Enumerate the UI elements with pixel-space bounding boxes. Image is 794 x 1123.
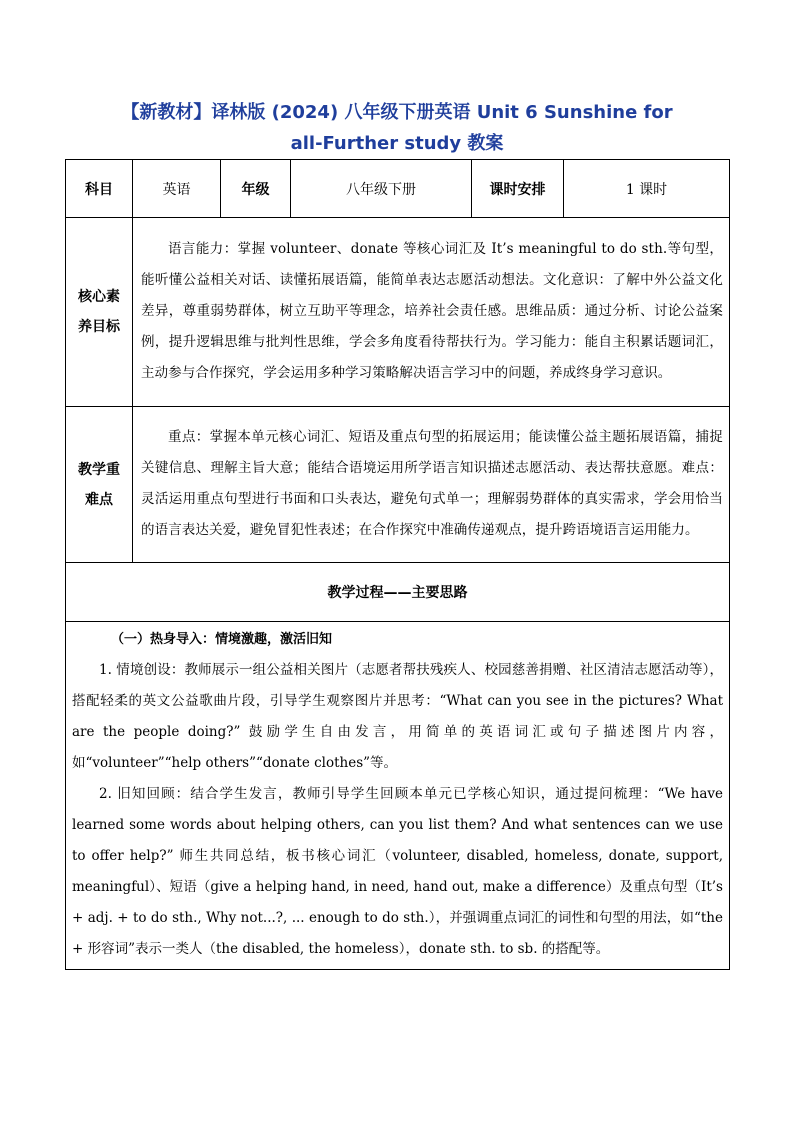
literacy-text: 语言能力：掌握 volunteer、donate 等核心词汇及 It’s meaningful to do sth.等句型，能听懂公益相关对话、读懂拓展语篇，能简单表达志愿活动想法。文化意识：了解中外公益文化差异，尊重弱势群体，树立互助平等理念，培养社会责任感。思维品质：通过分析、讨论公益案例，提升逻辑思维与批判性思维，学会多角度看待帮扶行为。学习能力：能自主积累话题词汇，主动参与合作探究，学会运用多种学习策略解决语言学习中的问题，养成终身学习意识。: [141, 240, 723, 381]
subject-value: 英语: [133, 160, 221, 218]
keypoints-label: [66, 407, 133, 563]
process-section-title: 教学过程——主要思路: [66, 563, 730, 622]
lesson-plan-table: [65, 159, 730, 970]
literacy-row: [66, 218, 730, 407]
process-paragraph-2: 2. 旧知回顾：结合学生发言，教师引导学生回顾本单元已学核心知识，通过提问梳理：“We have learned some words about helping others, can you list them? And what sentences can we use to offer help?” 师生共同总结，板书核心词汇（volunteer, disabled, homeless, donate, support, meaningful）、短语（give a helping hand, in need, hand out, make a difference）及重点句型（It’s + adj. + to do sth., Why not...?, ... enough to do sth.），并强调重点词汇的词性和句型的用法，如“the + 形容词”表示一类人（the disabled, the homeless），donate sth. to sb. 的搭配等。: [72, 786, 723, 957]
hours-label: 课时安排: [472, 160, 564, 218]
title-line-1: 【新教材】译林版 (2024) 八年级下册英语 Unit 6 Sunshine for: [121, 102, 673, 123]
title-line-2: all-Further study 教案: [290, 133, 504, 154]
process-paragraph-1: 1. 情境创设：教师展示一组公益相关图片（志愿者帮扶残疾人、校园慈善捐赠、社区清洁志愿活动等），搭配轻柔的英文公益歌曲片段，引导学生观察图片并思考：“What can you see in the pictures? What are the people doing?” 鼓励学生自由发言，用简单的英语词汇或句子描述图片内容，如“volunteer”“help others”“donate clothes”等。: [72, 662, 723, 771]
keypoints-row: [66, 407, 730, 563]
literacy-cell: [133, 218, 730, 407]
literacy-label: [66, 218, 133, 407]
keypoints-label-line-1: 教学重: [78, 461, 120, 478]
grade-value: 八年级下册: [291, 160, 472, 218]
literacy-label-line-2: 养目标: [78, 319, 120, 335]
process-cell: [66, 622, 730, 970]
literacy-label-line-1: 核心素: [78, 289, 120, 305]
grade-label: 年级: [221, 160, 291, 218]
keypoints-label-line-2: 难点: [85, 491, 113, 508]
subject-label: 科目: [66, 160, 133, 218]
document-title: [0, 97, 794, 159]
process-content: [66, 622, 729, 969]
header-row: [66, 160, 730, 218]
process-title-row: [66, 563, 730, 622]
hours-value: 1 课时: [564, 160, 730, 218]
process-row: [66, 622, 730, 970]
step-heading: （一）热身导入：情境激趣，激活旧知: [111, 632, 333, 647]
keypoints-text: 重点：掌握本单元核心词汇、短语及重点句型的拓展运用；能读懂公益主题拓展语篇，捕捉关键信息、理解主旨大意；能结合语境运用所学语言知识描述志愿活动、表达帮扶意愿。难点：灵活运用重点句型进行书面和口头表达，避免句式单一；理解弱势群体的真实需求，学会用恰当的语言表达关爱，避免冒犯性表述；在合作探究中准确传递观点，提升跨语境语言运用能力。: [141, 428, 723, 538]
keypoints-cell: [133, 407, 730, 563]
